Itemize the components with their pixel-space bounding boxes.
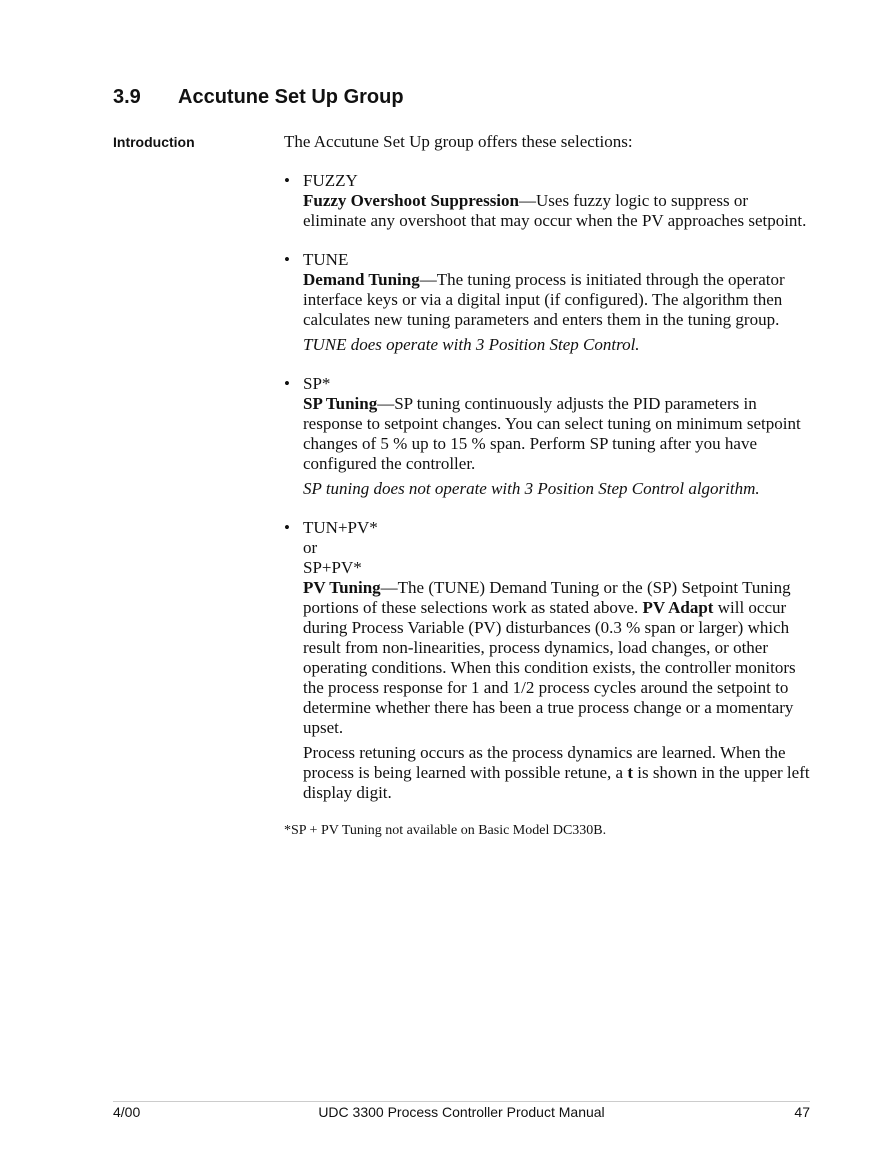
selection-text: —SP tuning continuously adjusts the PID parameters in response to setpoint changes. You can select tuning on minimum setpoint changes of 5 % up to 15 % span. Perform SP tuning after you have configured the controller. <box>303 394 801 473</box>
selection-list <box>284 171 814 803</box>
selection-code: FUZZY <box>303 171 358 190</box>
selection-code-or: or <box>303 538 318 557</box>
selection-note: TUNE does operate with 3 Position Step Control. <box>303 335 640 354</box>
selection-description <box>303 191 814 231</box>
extra-bold-letter: t <box>627 763 633 782</box>
selection-term-secondary: PV Adapt <box>642 598 714 617</box>
selection-code-alt: SP+PV* <box>303 558 362 577</box>
selection-text: —The tuning process is initiated through the operator interface keys or via a digital input (if configured). The algorithm then calculates new tuning parameters and enters them in the tuning group. <box>303 270 785 329</box>
footer-manual-title: UDC 3300 Process Controller Product Manual <box>318 1104 605 1120</box>
body-column <box>284 132 814 840</box>
extra-text: Process retuning occurs as the process dynamics are learned. When the process is being learned with possible retune, a <box>303 743 786 782</box>
selection-text-secondary: will occur during Process Variable (PV) disturbances (0.3 % span or larger) which result from non-linearities, process dynamics, load changes, or other operating conditions. When this condition exists, the controller monitors the process response for 1 and 1/2 process cycles around the setpoint to determine whether there has been a true process change or a momentary upset. <box>303 598 796 737</box>
section-number: 3.9 <box>113 86 141 108</box>
bullet-icon: • <box>284 250 290 269</box>
selection-term: PV Tuning <box>303 578 381 597</box>
bullet-icon: • <box>284 171 290 190</box>
footer-divider <box>113 1101 810 1102</box>
extra-text-end: is shown in the upper left display digit. <box>303 763 810 802</box>
selection-code: TUNE <box>303 250 349 269</box>
section-title: Accutune Set Up Group <box>178 86 404 108</box>
selection-description <box>303 270 814 330</box>
selection-description <box>303 578 814 738</box>
selection-text: —The (TUNE) Demand Tuning or the (SP) Setpoint Tuning portions of these selections work as stated above. <box>303 578 791 617</box>
selection-code: TUN+PV* <box>303 518 378 537</box>
bullet-icon: • <box>284 374 290 393</box>
footnote: *SP + PV Tuning not available on Basic Model DC330B. <box>284 823 607 838</box>
selection-term: Demand Tuning <box>303 270 420 289</box>
selection-term: SP Tuning <box>303 394 378 413</box>
page-number: 47 <box>794 1104 810 1120</box>
selection-term: Fuzzy Overshoot Suppression <box>303 191 519 210</box>
selection-code: SP* <box>303 374 331 393</box>
side-heading: Introduction <box>113 134 195 150</box>
intro-paragraph: The Accutune Set Up group offers these selections: <box>284 132 633 151</box>
list-item-sp <box>284 374 814 499</box>
list-item-fuzzy <box>284 171 814 231</box>
selection-extra-paragraph <box>303 743 814 803</box>
list-item-tune <box>284 250 814 355</box>
list-item-tun-pv <box>284 518 814 803</box>
page-footer <box>113 1104 810 1122</box>
bullet-icon: • <box>284 518 290 537</box>
selection-note: SP tuning does not operate with 3 Position Step Control algorithm. <box>303 479 760 498</box>
selection-text: —Uses fuzzy logic to suppress or eliminate any overshoot that may occur when the PV approaches setpoint. <box>303 191 807 230</box>
selection-description <box>303 394 814 474</box>
section-heading <box>113 86 404 109</box>
footer-date: 4/00 <box>113 1104 141 1120</box>
